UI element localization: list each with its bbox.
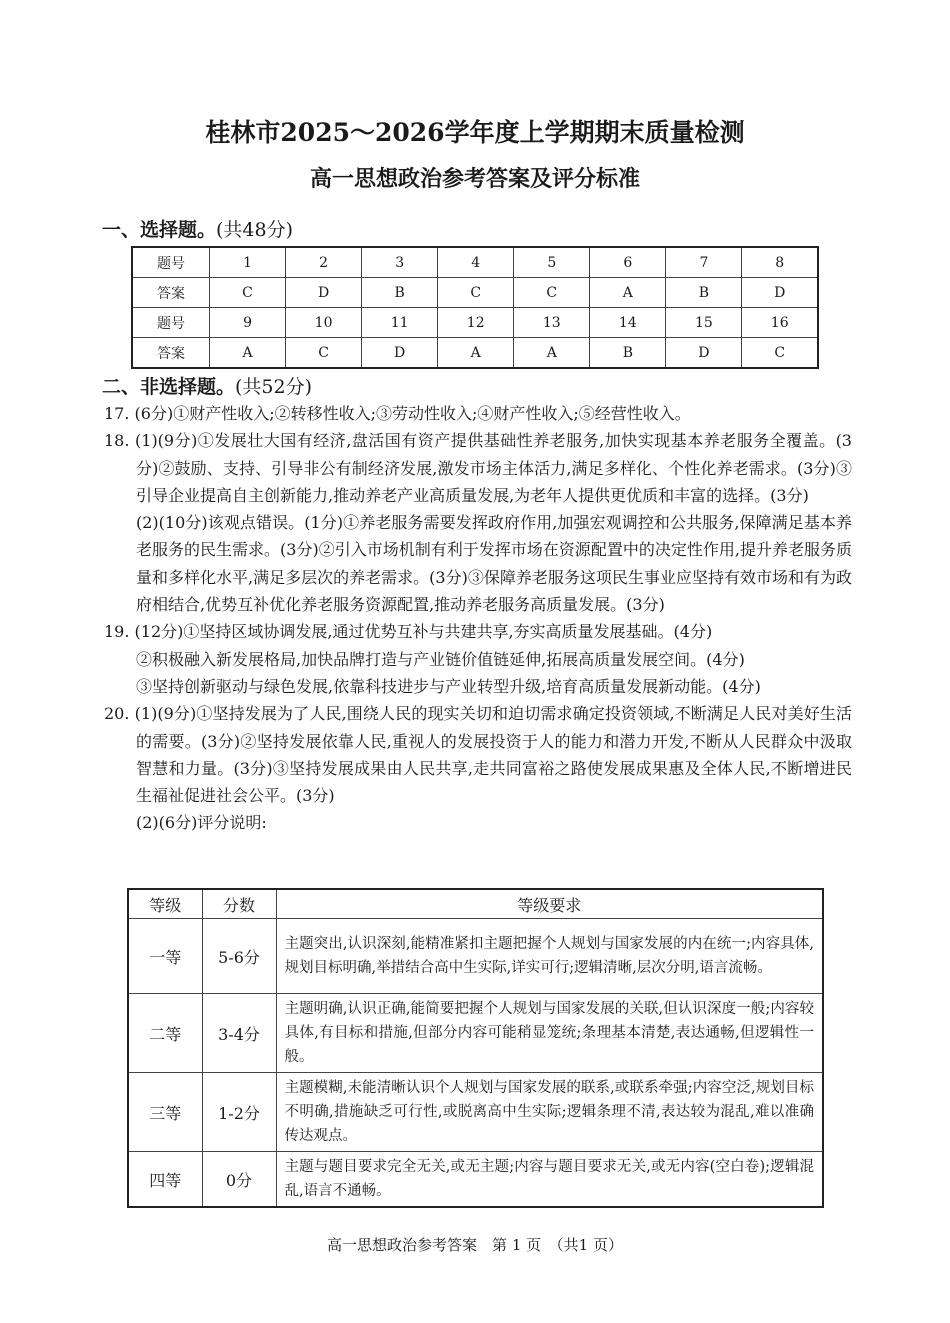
table-row: [132, 278, 818, 308]
question-number: 9: [210, 308, 286, 338]
answer-cell: A: [590, 278, 666, 308]
section-title: 二、非选择题。: [102, 376, 236, 398]
answer-q19-point2: ②积极融入新发展格局,加快品牌打造与产业链价值链延伸,拓展高质量发展空间。(4分): [136, 649, 745, 669]
table-row: [128, 1073, 823, 1152]
score-cell: 0分: [202, 1152, 276, 1208]
answers-body: [104, 400, 852, 837]
question-number: 16: [742, 308, 818, 338]
table-row: [128, 994, 823, 1073]
question-number: 6: [590, 247, 666, 278]
row-label: 答案: [132, 278, 210, 308]
answer-q18-part2: (2)(10分)该观点错误。(1分)①养老服务需要发挥政府作用,加强宏观调控和公共服务,保障满足基本养老服务的民生需求。(3分)②引入市场机制有利于发挥市场在资源配置中的决定性作用,提升养老服务质量和多样化水平,满足多层次的养老需求。(3分)③保障养老服务这项民生事业应坚持有效市场和有为政府相结合,优势互补优化养老服务资源配置,推动养老服务高质量发展。(3分): [136, 513, 852, 615]
column-header-level: 等级: [128, 889, 202, 919]
table-row: [132, 308, 818, 338]
answer-cell: B: [666, 278, 742, 308]
answer-q20-part2-intro: (2)(6分)评分说明:: [136, 813, 267, 833]
question-number: 8: [742, 247, 818, 278]
level-cell: 一等: [128, 919, 202, 994]
score-cell: 5-6分: [202, 919, 276, 994]
answer-q20-part1: 20. (1)(9分)①坚持发展为了人民,围绕人民的现实关切和迫切需求确定投资领域,不断满足人民对美好生活的需要。(3分)②坚持发展依靠人民,重视人的发展投资于人的能力和潜力开发,不断从人民群众中汲取智慧和力量。(3分)③坚持发展成果由人民共享,走共同富裕之路使发展成果惠及全体人民,不断增进民生福祉促进社会公平。(3分): [104, 704, 852, 806]
answer-cell: C: [210, 278, 286, 308]
row-label: 题号: [132, 247, 210, 278]
table-row: [132, 247, 818, 278]
question-number: 13: [514, 308, 590, 338]
section-title: 一、选择题。: [102, 219, 217, 241]
requirement-cell: 主题突出,认识深刻,能精准紧扣主题把握个人规划与国家发展的内在统一;内容具体,规划目标明确,举措结合高中生实际,详实可行;逻辑清晰,层次分明,语言流畅。: [276, 919, 823, 994]
question-number: 15: [666, 308, 742, 338]
table-row: [128, 919, 823, 994]
multiple-choice-answer-table: [131, 246, 819, 369]
question-number: 10: [286, 308, 362, 338]
answer-q17: 17. (6分)①财产性收入;②转移性收入;③劳动性收入;④财产性收入;⑤经营性收入。: [104, 404, 691, 423]
answer-q19-point3: ③坚持创新驱动与绿色发展,依靠科技进步与产业转型升级,培育高质量发展新动能。(4分): [136, 676, 761, 696]
level-cell: 二等: [128, 994, 202, 1073]
answer-cell: D: [362, 338, 438, 369]
section-heading-non-multiple-choice: [102, 372, 312, 399]
table-header-row: [128, 889, 823, 919]
question-number: 4: [438, 247, 514, 278]
answer-cell: C: [742, 338, 818, 369]
table-row: [132, 338, 818, 369]
answer-cell: C: [514, 278, 590, 308]
question-number: 14: [590, 308, 666, 338]
section-points: (共48分): [216, 219, 294, 241]
row-label: 答案: [132, 338, 210, 369]
question-number: 12: [438, 308, 514, 338]
answer-cell: B: [590, 338, 666, 369]
column-header-score: 分数: [202, 889, 276, 919]
answer-cell: A: [210, 338, 286, 369]
score-cell: 3-4分: [202, 994, 276, 1073]
answer-cell: D: [286, 278, 362, 308]
answer-q18-part1: 18. (1)(9分)①发展壮大国有经济,盘活国有资产提供基础性养老服务,加快实现基本养老服务全覆盖。(3分)②鼓励、支持、引导非公有制经济发展,激发市场主体活力,满足多样化、个性化养老需求。(3分)③引导企业提高自主创新能力,推动养老产业高质量发展,为老年人提供更优质和丰富的选择。(3分): [104, 431, 852, 505]
answer-cell: D: [742, 278, 818, 308]
document-title: 桂林市2025～2026学年度上学期期末质量检测: [205, 118, 745, 147]
answer-cell: C: [438, 278, 514, 308]
requirement-cell: 主题明确,认识正确,能简要把握个人规划与国家发展的关联,但认识深度一般;内容较具体,有目标和措施,但部分内容可能稍显笼统;条理基本清楚,表达通畅,但逻辑性一般。: [276, 994, 823, 1073]
table-row: [128, 1152, 823, 1208]
level-cell: 四等: [128, 1152, 202, 1208]
answer-cell: D: [666, 338, 742, 369]
grading-rubric-table: [127, 888, 824, 1208]
answer-cell: C: [286, 338, 362, 369]
column-header-requirement: 等级要求: [276, 889, 823, 919]
requirement-cell: 主题与题目要求完全无关,或无主题;内容与题目要求无关,或无内容(空白卷);逻辑混乱,语言不通畅。: [276, 1152, 823, 1208]
question-number: 1: [210, 247, 286, 278]
question-number: 5: [514, 247, 590, 278]
answer-cell: B: [362, 278, 438, 308]
row-label: 题号: [132, 308, 210, 338]
answer-q19-point1: 19. (12分)①坚持区域协调发展,通过优势互补与共建共享,夯实高质量发展基础。(4分): [104, 622, 713, 642]
answer-cell: A: [514, 338, 590, 369]
score-cell: 1-2分: [202, 1073, 276, 1152]
requirement-cell: 主题模糊,未能清晰认识个人规划与国家发展的联系,或联系牵强;内容空泛,规划目标不明确,措施缺乏可行性,或脱离高中生实际;逻辑条理不清,表达较为混乱,难以准确传达观点。: [276, 1073, 823, 1152]
page-footer: 高一思想政治参考答案 第 1 页 （共1 页）: [327, 1236, 623, 1254]
question-number: 7: [666, 247, 742, 278]
question-number: 3: [362, 247, 438, 278]
level-cell: 三等: [128, 1073, 202, 1152]
question-number: 11: [362, 308, 438, 338]
section-points: (共52分): [235, 376, 313, 398]
question-number: 2: [286, 247, 362, 278]
answer-cell: A: [438, 338, 514, 369]
section-heading-multiple-choice: [102, 215, 293, 242]
document-subtitle: 高一思想政治参考答案及评分标准: [309, 167, 640, 192]
